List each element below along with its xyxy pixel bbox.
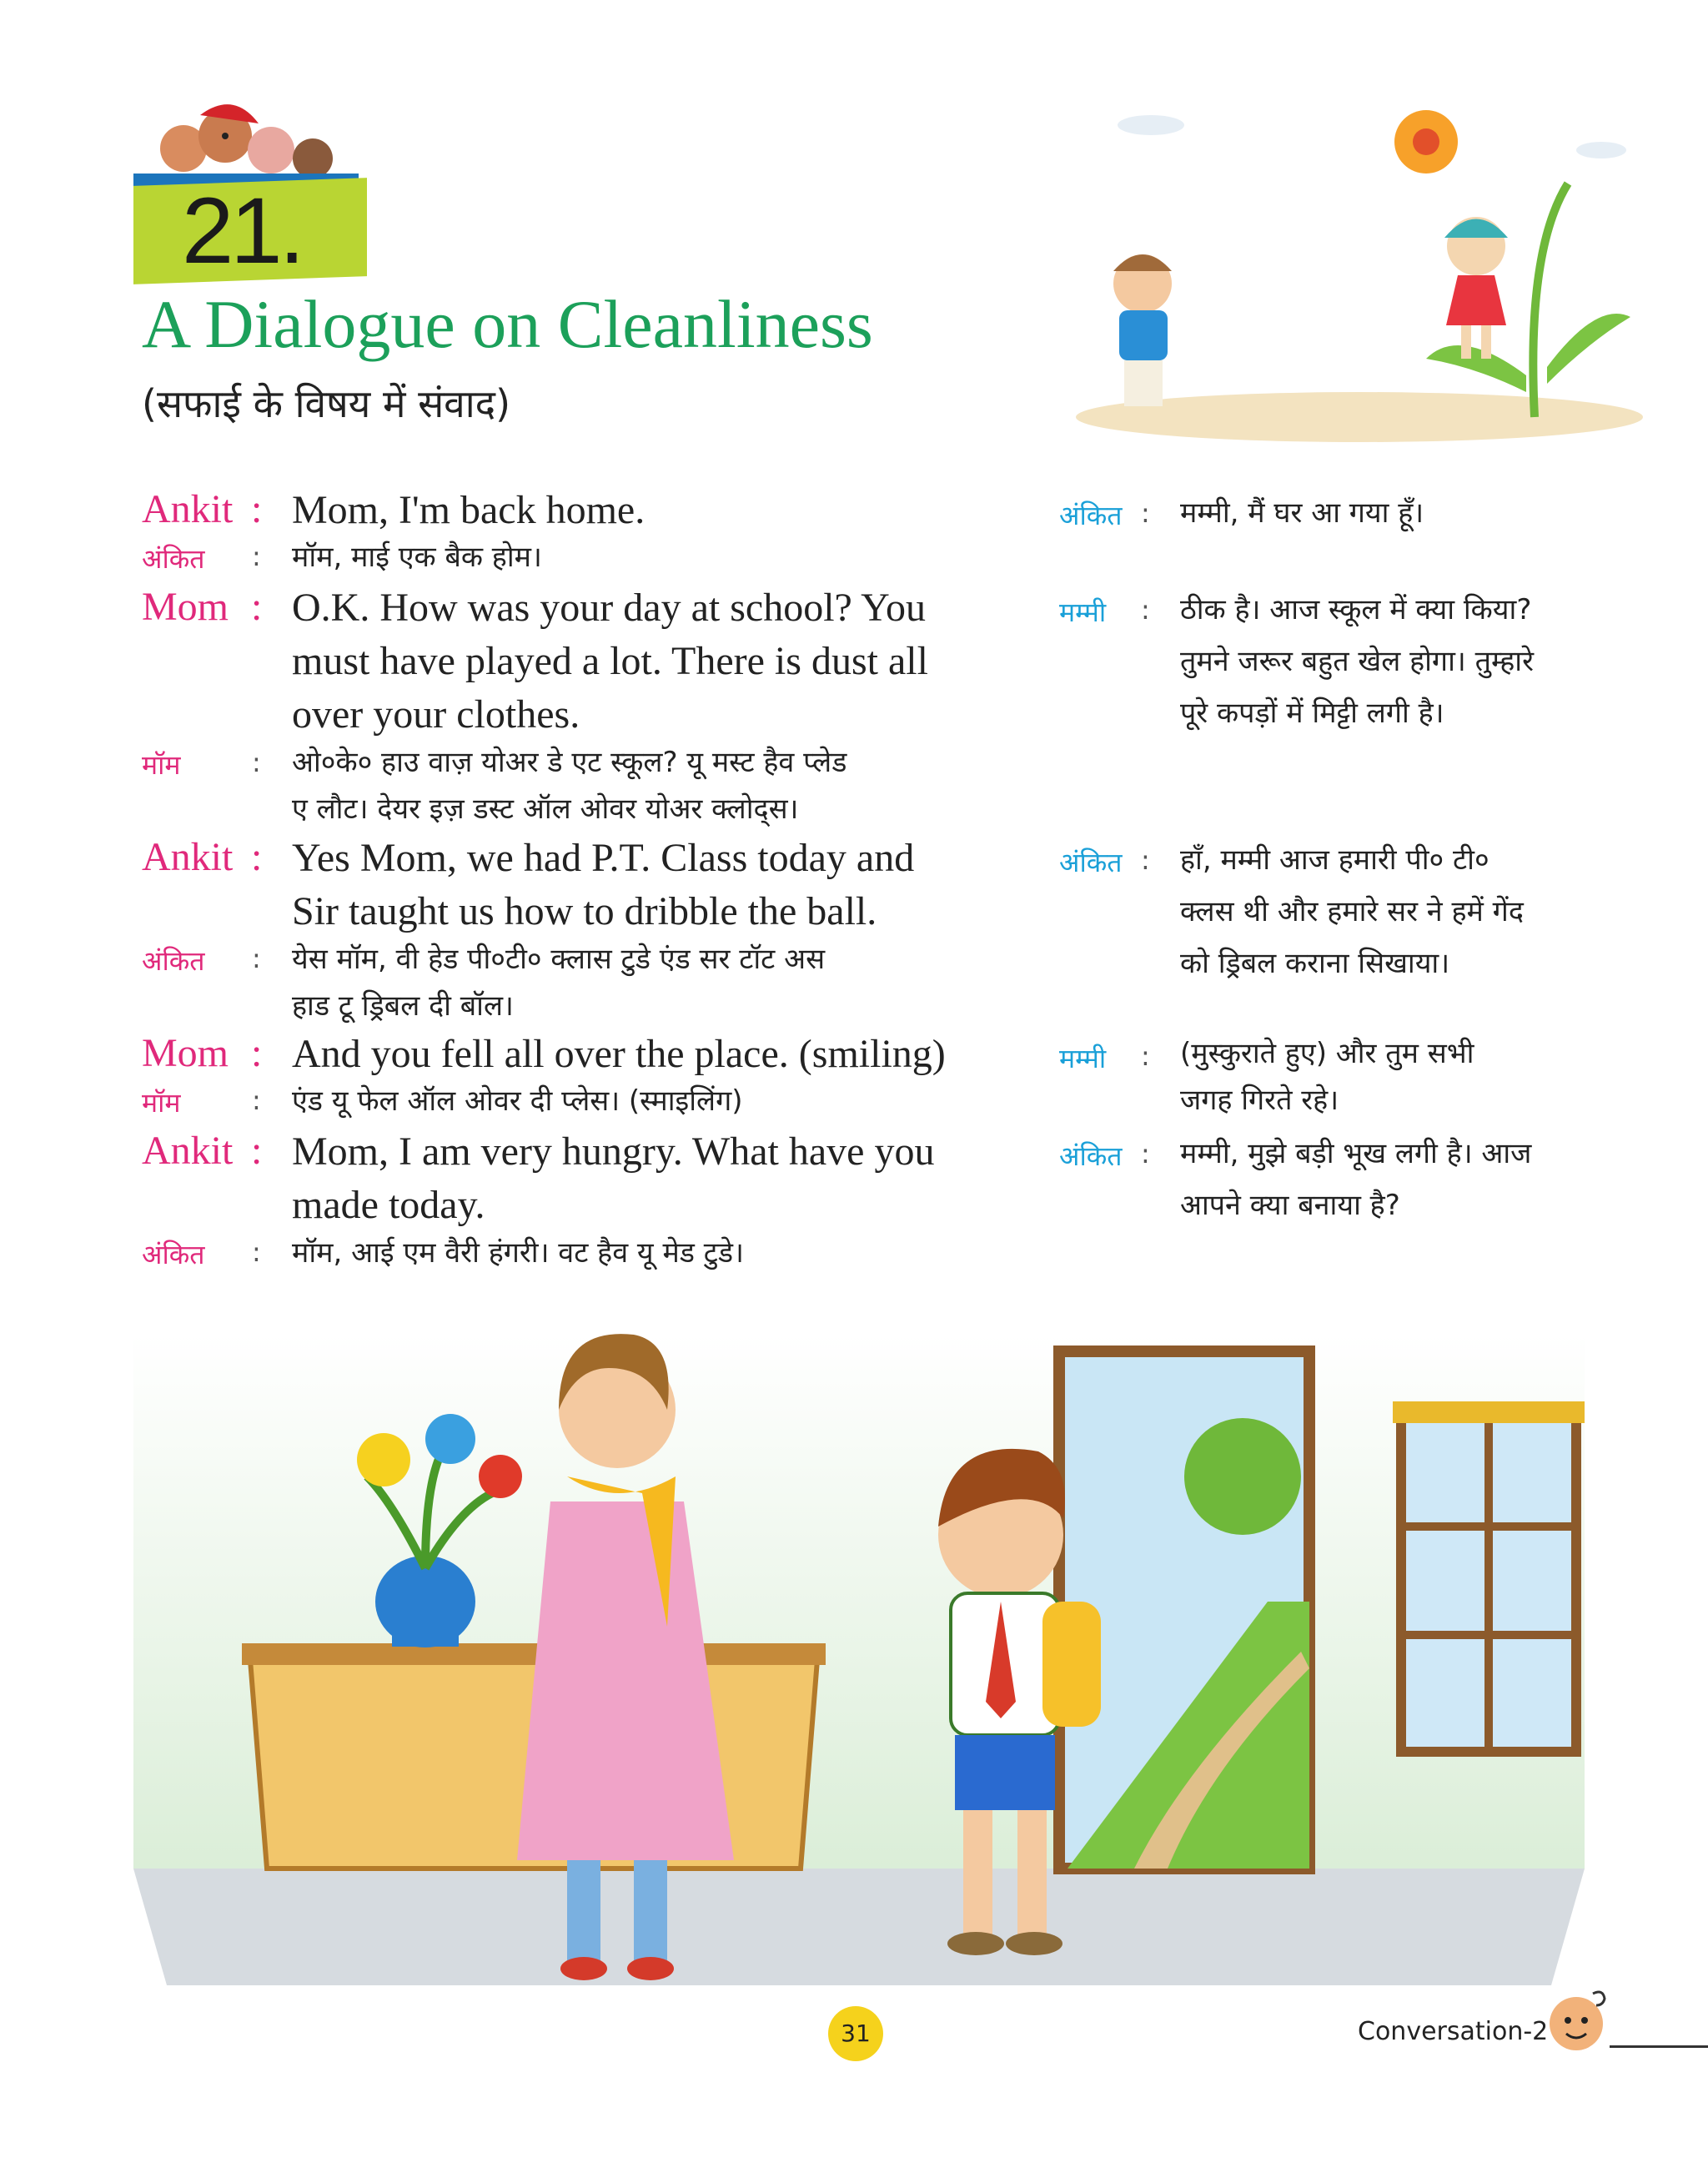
speaker-colon: : xyxy=(251,835,263,879)
english-text: O.K. How was your day at school? You xyxy=(292,586,926,630)
translation-line xyxy=(1180,584,1572,739)
translation-text: तुमने जरूर बहुत खेल होगा। तुम्हारे xyxy=(1180,645,1534,678)
translation-speaker: मम्मी xyxy=(1059,596,1107,628)
translation-text: (मुस्कुराते हुए) और तुम सभी xyxy=(1180,1037,1474,1070)
speaker-label: Mom xyxy=(142,1031,229,1075)
translation-text: आपने क्या बनाया है? xyxy=(1180,1189,1400,1222)
english-line xyxy=(292,1028,1026,1081)
kids-peeking-logo xyxy=(133,90,359,190)
transliteration-speaker: अंकित xyxy=(142,1239,205,1270)
footer-divider xyxy=(1610,2045,1708,2048)
transliteration-text: एंड यू फेल ऑल ओवर दी प्लेस। (स्माइलिंग) xyxy=(292,1084,743,1118)
translation-speaker: अंकित xyxy=(1059,847,1123,878)
english-text: Mom, I'm back home. xyxy=(292,488,646,532)
page-number: 31 xyxy=(841,2020,871,2047)
speaker-colon: : xyxy=(251,487,263,531)
section-label: Conversation-2 xyxy=(1358,2017,1549,2046)
transliteration-colon: : xyxy=(252,747,261,778)
translation-speaker: मम्मी xyxy=(1059,1043,1107,1074)
transliteration-text: येस मॉम, वी हेड पी०टी० क्लास टुडे एंड सर टॉट अस xyxy=(292,943,826,976)
speaker-label: Ankit xyxy=(142,835,234,879)
english-line xyxy=(292,484,992,537)
chapter-title: A Dialogue on Cleanliness xyxy=(142,286,873,362)
translation-text: मम्मी, मुझे बड़ी भूख लगी है। आज xyxy=(1180,1137,1532,1170)
transliteration-colon: : xyxy=(252,943,261,974)
transliteration-text: हाड टू ड्रिबल दी बॉल। xyxy=(292,989,514,1023)
transliteration-text: मॉम, माई एक बैक होम। xyxy=(292,541,542,574)
transliteration-speaker: मॉम xyxy=(142,1087,181,1119)
transliteration-speaker: अंकित xyxy=(142,945,205,977)
children-with-flower-illustration xyxy=(1059,83,1643,450)
english-line xyxy=(292,1125,992,1232)
translation-line xyxy=(1180,1030,1572,1124)
translation-line xyxy=(1180,834,1572,989)
english-text: Yes Mom, we had P.T. Class today and xyxy=(292,836,915,880)
transliteration-line xyxy=(292,1230,976,1276)
transliteration-line xyxy=(292,534,976,581)
translation-line xyxy=(1180,487,1572,539)
transliteration-colon: : xyxy=(252,1236,261,1268)
translation-speaker: अंकित xyxy=(1059,1140,1123,1172)
english-text: And you fell all over the place. (smiling) xyxy=(292,1032,946,1076)
mom-and-boy-room-scene xyxy=(133,1285,1585,2002)
speaker-label: Mom xyxy=(142,585,229,629)
translation-speaker: अंकित xyxy=(1059,500,1123,531)
speaker-label: Ankit xyxy=(142,487,234,531)
translation-colon: : xyxy=(1141,594,1150,626)
english-text: made today. xyxy=(292,1183,485,1227)
translation-text: को ड्रिबल कराना सिखाया। xyxy=(1180,947,1450,980)
english-line xyxy=(292,581,992,742)
transliteration-colon: : xyxy=(252,541,261,572)
translation-colon: : xyxy=(1141,844,1150,876)
chapter-subtitle: (सफाई के विषय में संवाद) xyxy=(142,381,511,426)
translation-text: पूरे कपड़ों में मिट्टी लगी है। xyxy=(1180,697,1444,730)
transliteration-colon: : xyxy=(252,1084,261,1116)
chapter-number: 21. xyxy=(182,179,302,283)
transliteration-text: ए लौट। देयर इज़ डस्ट ऑल ओवर योअर क्लोद्स। xyxy=(292,792,799,826)
transliteration-text: ओ०के० हाउ वाज़ योअर डे एट स्कूल? यू मस्ट हैव प्लेड xyxy=(292,746,847,779)
transliteration-speaker: मॉम xyxy=(142,749,181,781)
translation-line xyxy=(1180,1128,1572,1231)
speaker-colon: : xyxy=(251,1031,263,1075)
english-text: over your clothes. xyxy=(292,692,580,737)
speaker-colon: : xyxy=(251,1129,263,1173)
transliteration-line xyxy=(292,1078,976,1124)
translation-text: हाँ, मम्मी आज हमारी पी० टी० xyxy=(1180,843,1489,877)
transliteration-text: मॉम, आई एम वैरी हंगरी। वट हैव यू मेड टुडे। xyxy=(292,1236,744,1270)
speaker-colon: : xyxy=(251,585,263,629)
transliteration-line xyxy=(292,739,976,832)
translation-colon: : xyxy=(1141,1040,1150,1072)
translation-colon: : xyxy=(1141,497,1150,529)
transliteration-speaker: अंकित xyxy=(142,543,205,575)
translation-text: मम्मी, मैं घर आ गया हूँ। xyxy=(1180,496,1424,530)
translation-text: क्लस थी और हमारे सर ने हमें गेंद xyxy=(1180,895,1524,928)
english-text: must have played a lot. There is dust all xyxy=(292,639,928,683)
transliteration-line xyxy=(292,936,976,1029)
translation-text: ठीक है। आज स्कूल में क्या किया? xyxy=(1180,593,1532,626)
translation-text: जगह गिरते रहे। xyxy=(1180,1084,1339,1117)
english-text: Sir taught us how to dribble the ball. xyxy=(292,889,877,933)
translation-colon: : xyxy=(1141,1138,1150,1169)
english-line xyxy=(292,832,992,938)
speaker-label: Ankit xyxy=(142,1129,234,1173)
english-text: Mom, I am very hungry. What have you xyxy=(292,1129,935,1174)
